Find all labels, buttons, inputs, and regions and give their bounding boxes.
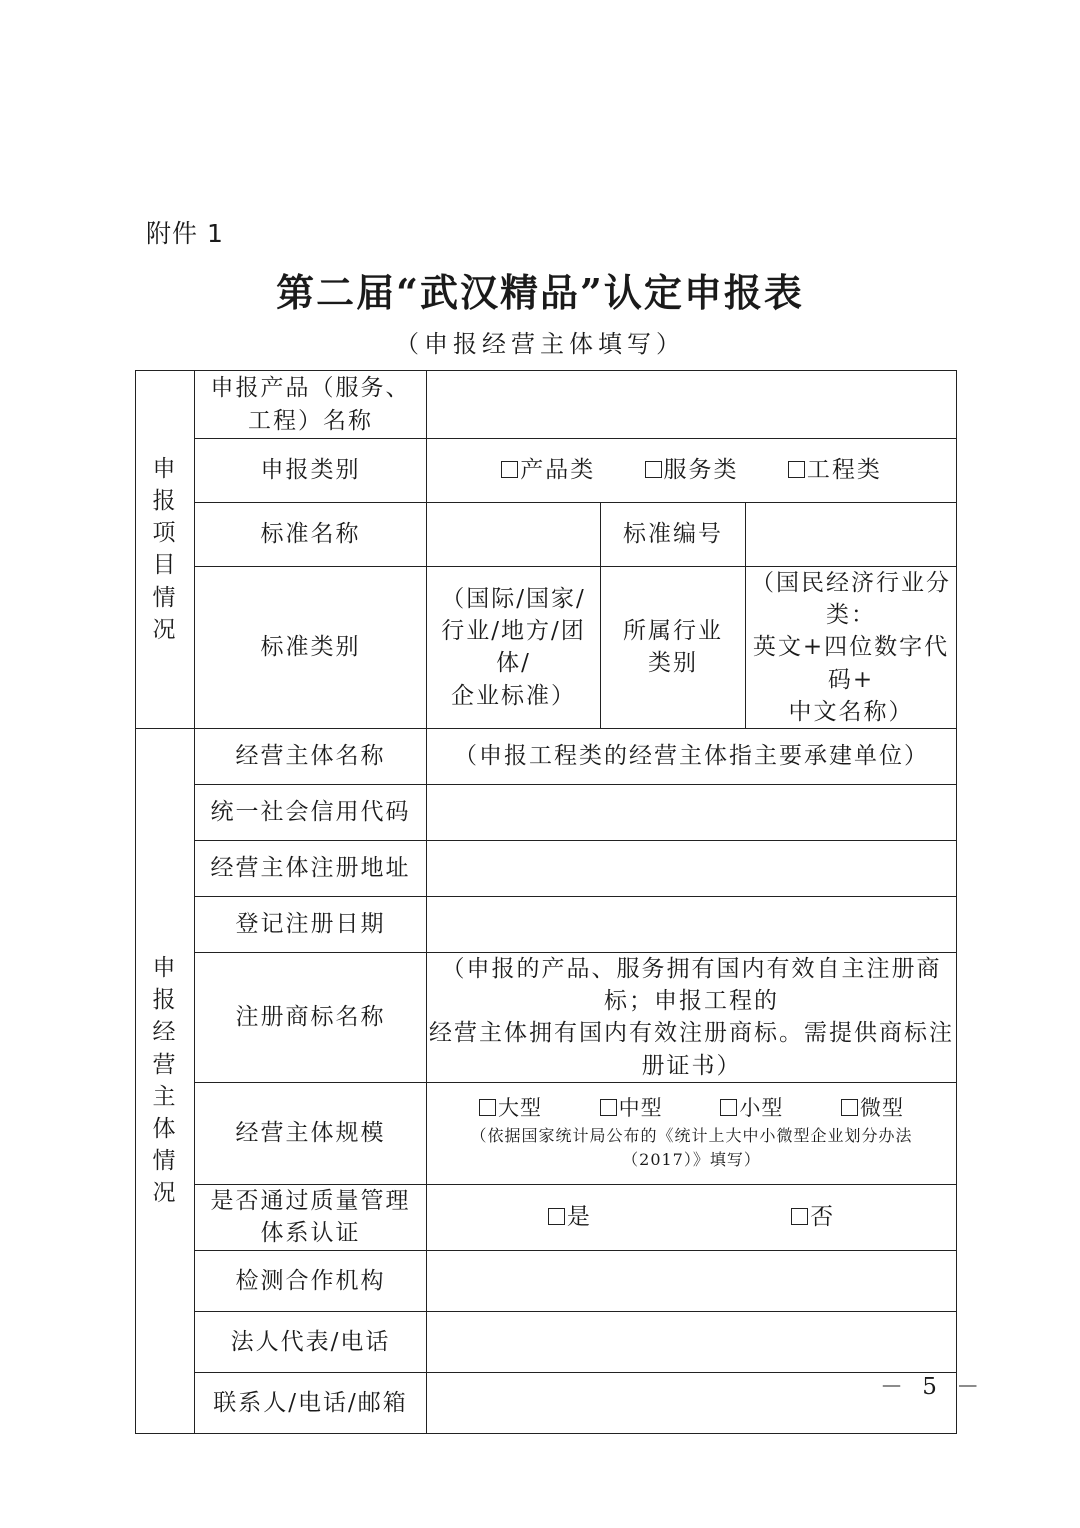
row-standard-type: [136, 567, 957, 729]
quality-label: 是否通过质量管理 体系认证: [195, 1184, 427, 1250]
reg-address-label: 经营主体注册地址: [195, 840, 427, 896]
industry-field[interactable]: （国民经济行业分类： 英文+四位数字代码+ 中文名称）: [746, 567, 957, 729]
row-category: [136, 439, 957, 503]
product-name-label: 申报产品（服务、 工程）名称: [195, 371, 427, 439]
scale-label: 经营主体规模: [195, 1082, 427, 1184]
credit-code-field[interactable]: [427, 784, 957, 840]
credit-code-label: 统一社会信用代码: [195, 784, 427, 840]
form-title: 第二届“武汉精品”认定申报表: [276, 270, 804, 315]
standard-name-field[interactable]: [427, 503, 601, 567]
standard-number-field[interactable]: [746, 503, 957, 567]
testing-field[interactable]: [427, 1250, 957, 1311]
row-standard-name: [136, 503, 957, 567]
row-credit-code: [136, 784, 957, 840]
scale-option-small[interactable]: 小型: [720, 1094, 783, 1123]
testing-label: 检测合作机构: [195, 1250, 427, 1311]
category-options: [427, 439, 957, 503]
trademark-label: 注册商标名称: [195, 952, 427, 1082]
row-quality-cert: [136, 1184, 957, 1250]
legal-rep-label: 法人代表/电话: [195, 1311, 427, 1372]
reg-date-label: 登记注册日期: [195, 896, 427, 952]
row-product-name: [136, 371, 957, 439]
section-label-project: 申 报 项 目 情 况: [136, 371, 195, 729]
row-scale: [136, 1082, 957, 1184]
category-option-service[interactable]: 服务类: [645, 454, 739, 486]
checkbox-icon: [548, 1208, 565, 1225]
scale-option-large[interactable]: 大型: [479, 1094, 542, 1123]
scale-field: 大型 中型 小型 微型 （依据国家统计局公布的《统计上大中小微型企业划分办法 （2017）》填写）: [427, 1082, 957, 1184]
reg-address-field[interactable]: [427, 840, 957, 896]
attachment-label: 附件 1: [146, 219, 224, 248]
contact-label: 联系人/电话/邮箱: [195, 1372, 427, 1433]
row-reg-address: [136, 840, 957, 896]
application-form-table: [135, 370, 957, 1434]
entity-name-label: 经营主体名称: [195, 728, 427, 784]
category-option-product[interactable]: 产品类: [501, 454, 595, 486]
reg-date-field[interactable]: [427, 896, 957, 952]
standard-type-label: 标准类别: [195, 567, 427, 729]
checkbox-icon: [501, 461, 518, 478]
quality-option-no[interactable]: 否: [791, 1201, 835, 1233]
category-option-engineering[interactable]: 工程类: [788, 454, 882, 486]
entity-name-field[interactable]: （申报工程类的经营主体指主要承建单位）: [427, 728, 957, 784]
row-contact: [136, 1372, 957, 1433]
product-name-field[interactable]: [427, 371, 957, 439]
page-number: － 5 －: [880, 1374, 986, 1400]
row-testing: [136, 1250, 957, 1311]
checkbox-icon: [600, 1099, 617, 1116]
form-subtitle: （申报经营主体填写）: [395, 330, 685, 358]
scale-option-medium[interactable]: 中型: [600, 1094, 663, 1123]
category-label: 申报类别: [195, 439, 427, 503]
contact-field[interactable]: [427, 1372, 957, 1433]
industry-label: 所属行业 类别: [601, 567, 746, 729]
row-trademark: [136, 952, 957, 1082]
row-reg-date: [136, 896, 957, 952]
checkbox-icon: [841, 1099, 858, 1116]
standard-number-label: 标准编号: [601, 503, 746, 567]
row-entity-name: [136, 728, 957, 784]
checkbox-icon: [479, 1099, 496, 1116]
standard-name-label: 标准名称: [195, 503, 427, 567]
quality-options: [427, 1184, 957, 1250]
checkbox-icon: [720, 1099, 737, 1116]
legal-rep-field[interactable]: [427, 1311, 957, 1372]
quality-option-yes[interactable]: 是: [548, 1201, 592, 1233]
row-legal-rep: [136, 1311, 957, 1372]
standard-type-field[interactable]: （国际/国家/ 行业/地方/团体/ 企业标准）: [427, 567, 601, 729]
trademark-field[interactable]: （申报的产品、服务拥有国内有效自主注册商标；申报工程的 经营主体拥有国内有效注册商标。需提供商标注册证书）: [427, 952, 957, 1082]
checkbox-icon: [645, 461, 662, 478]
section-label-entity: 申 报 经 营 主 体 情 况: [136, 728, 195, 1433]
checkbox-icon: [788, 461, 805, 478]
scale-option-micro[interactable]: 微型: [841, 1094, 904, 1123]
checkbox-icon: [791, 1208, 808, 1225]
